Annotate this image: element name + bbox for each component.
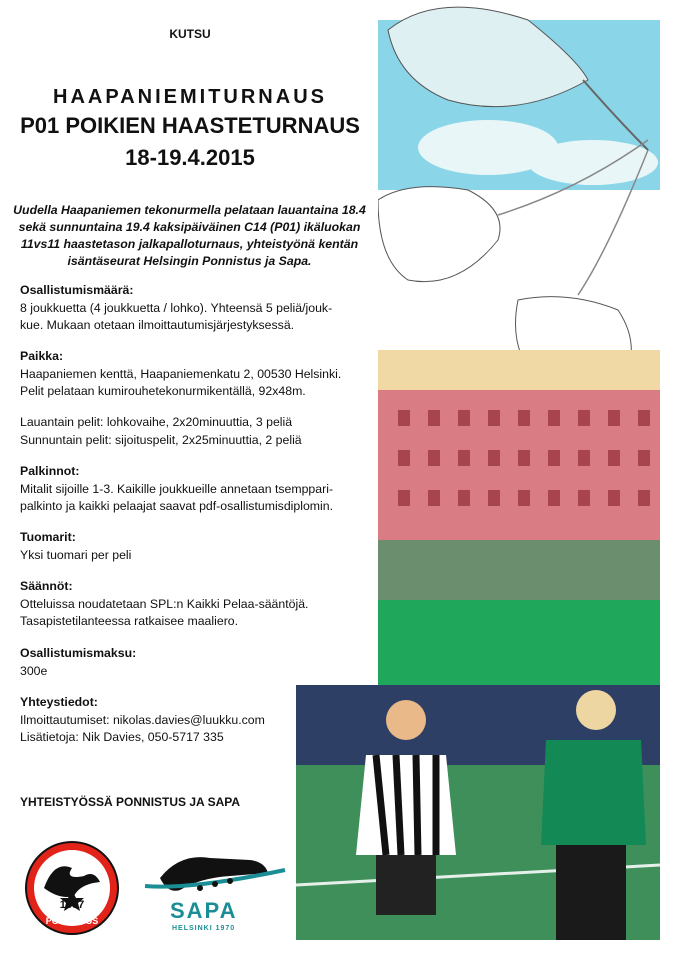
leaf-shape <box>388 7 588 107</box>
leaf-shape <box>378 187 500 282</box>
leaf-stem <box>578 150 648 295</box>
contact-email[interactable]: Ilmoittautumiset: nikolas.davies@luukku.com <box>20 712 265 727</box>
section-line: 300e <box>20 663 48 678</box>
tournament-subtitle: P01 POIKIEN HAASTETURNAUS <box>20 113 360 138</box>
section-games <box>20 414 365 449</box>
field-image <box>378 600 660 685</box>
section-prizes <box>20 463 365 516</box>
intro-line: 11vs11 haastetason jalkapalloturnaus, yhteistyönä kentän <box>20 237 359 251</box>
section-participants <box>20 282 365 335</box>
section-heading: Osallistumismäärä: <box>20 283 134 297</box>
sapa-subtitle: HELSINKI 1970 <box>172 925 236 932</box>
intro-line: sekä sunnuntaina 19.4 kaksipäiväinen C14 (P01) ikäluokan <box>18 220 361 234</box>
section-heading: Tuomarit: <box>20 530 76 544</box>
section-line: Tasapistetilanteessa ratkaisee maaliero. <box>20 614 239 628</box>
section-rules <box>20 578 365 631</box>
tournament-name: HAAPANIEMITURNAUS <box>53 86 327 108</box>
tournament-dates: 18-19.4.2015 <box>125 145 255 170</box>
building-image <box>378 350 660 600</box>
intro-line: isäntäseurat Helsingin Ponnistus ja Sapa. <box>67 254 312 268</box>
section-referees <box>20 529 365 564</box>
ponnistus-name: PONNISTUS <box>45 916 99 926</box>
section-contact <box>20 694 365 747</box>
section-line: Otteluissa noudatetaan SPL:n Kaikki Pelaa-sääntöjä. <box>20 596 309 611</box>
section-line: Yksi tuomari per peli <box>20 547 132 562</box>
sapa-logo <box>140 848 290 938</box>
section-line: Lauantain pelit: lohkovaihe, 2x20minuuttia, 3 peliä <box>20 415 293 429</box>
section-heading: Osallistumismaksu: <box>20 646 137 660</box>
building-windows <box>378 350 660 600</box>
sapa-boot-icon <box>140 848 290 898</box>
section-line: 8 joukkuetta (4 joukkuetta / lohko). Yhteensä 5 peliä/jouk- <box>20 300 333 315</box>
contact-phone: Lisätietoja: Nik Davies, 050-5717 335 <box>20 730 224 744</box>
invite-label: KUTSU <box>169 27 211 41</box>
section-line: Mitalit sijoille 1-3. Kaikille joukkueille annetaan tsemppari- <box>20 481 334 496</box>
section-heading: Säännöt: <box>20 579 73 593</box>
ponnistus-year: 1887 <box>59 899 85 911</box>
section-line: Pelit pelataan kumirouhetekonurmikentällä, 92x48m. <box>20 384 306 398</box>
section-line: Sunnuntain pelit: sijoituspelit, 2x25minuuttia, 2 peliä <box>20 432 302 447</box>
intro-line: Uudella Haapaniemen tekonurmella pelataan lauantaina 18.4 <box>13 203 366 217</box>
section-line: kue. Mukaan otetaan ilmoittautumisjärjestyksessä. <box>20 318 295 332</box>
section-line: Haapaniemen kenttä, Haapaniemenkatu 2, 00530 Helsinki. <box>20 366 342 381</box>
section-heading: Palkinnot: <box>20 464 80 478</box>
intro-text <box>12 202 367 270</box>
ponnistus-logo <box>24 840 120 936</box>
section-location <box>20 348 365 401</box>
section-line: palkinto ja kaikki pelaajat saavat pdf-osallistumisdiplomin. <box>20 499 334 513</box>
aspen-leaves-illustration <box>378 0 660 400</box>
section-heading: Paikka: <box>20 349 64 363</box>
section-fee <box>20 645 365 680</box>
cooperation-text: YHTEISTYÖSSÄ PONNISTUS JA SAPA <box>20 795 241 809</box>
leaf-stem <box>583 80 648 150</box>
section-heading: Yhteystiedot: <box>20 695 98 709</box>
sapa-name: SAPA <box>170 898 238 923</box>
